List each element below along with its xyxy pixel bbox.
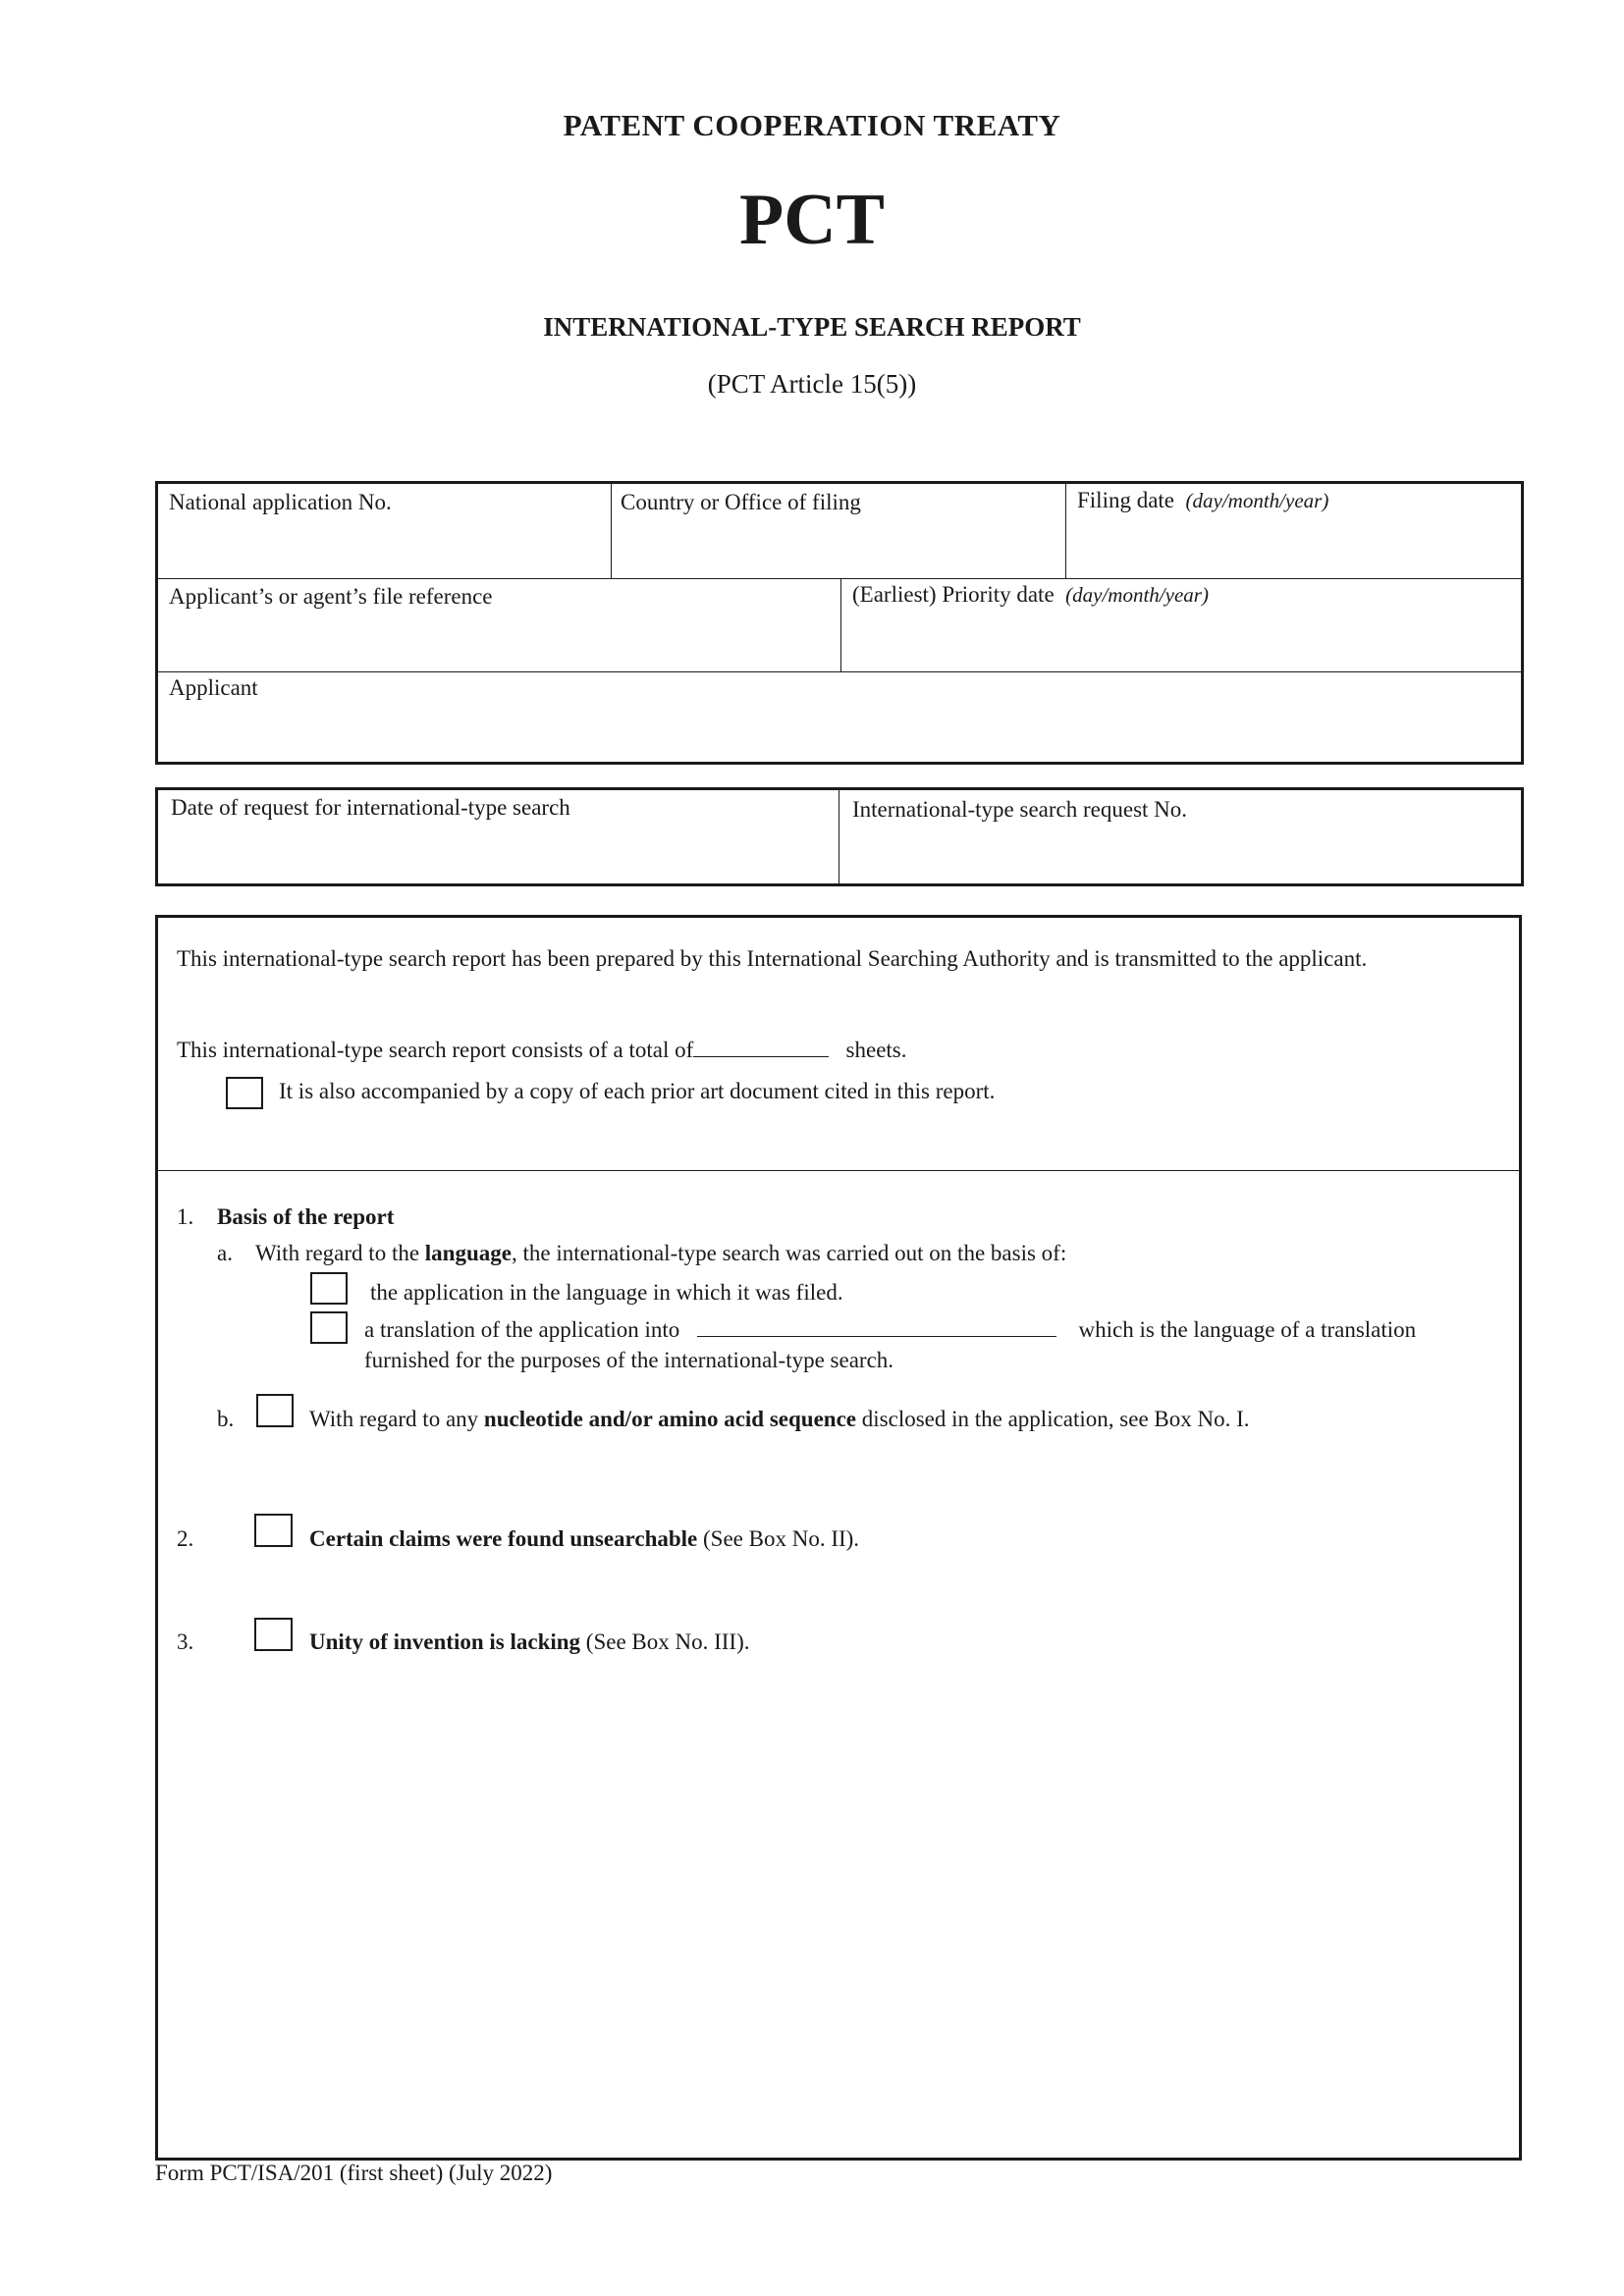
- national-application-no-field[interactable]: [169, 490, 392, 515]
- unity-lacking-heading: Unity of invention is lacking: [309, 1629, 581, 1654]
- sheets-count-field[interactable]: [693, 1037, 829, 1057]
- file-reference-label: Applicant’s or agent’s file reference: [169, 584, 493, 609]
- priority-date-label: (Earliest) Priority date: [852, 582, 1055, 607]
- filing-date-label: Filing date: [1077, 488, 1175, 512]
- unity-lacking-checkbox[interactable]: [254, 1618, 293, 1651]
- applicant-label: Applicant: [169, 675, 258, 700]
- date-of-request-label: Date of request for international-type search: [171, 795, 570, 820]
- filing-date-format: (day/month/year): [1185, 489, 1329, 512]
- item1a-text: [255, 1241, 1066, 1266]
- item1a-suffix: , the international-type search was carried out on the basis of:: [511, 1241, 1067, 1265]
- translation-language-field[interactable]: [697, 1316, 1056, 1337]
- original-language-option: the application in the language in which it was filed.: [370, 1280, 843, 1305]
- request-no-label: International-type search request No.: [852, 797, 1188, 822]
- national-application-no-label: National application No.: [169, 490, 392, 514]
- request-no-field[interactable]: [852, 797, 1187, 823]
- item2-suffix: (See Box No. II).: [703, 1526, 860, 1551]
- article-reference: (PCT Article 15(5)): [707, 369, 917, 399]
- translation-suffix: which is the language of a translation: [1078, 1317, 1417, 1342]
- translation-checkbox[interactable]: [310, 1311, 348, 1344]
- item1a-letter: a.: [217, 1241, 233, 1265]
- country-or-office-field[interactable]: [621, 490, 861, 515]
- application-info-box: [155, 481, 1524, 765]
- sheets-line: [177, 1037, 907, 1063]
- report-title: INTERNATIONAL-TYPE SEARCH REPORT: [543, 312, 1081, 342]
- applicant-field[interactable]: [169, 675, 258, 701]
- accompanied-checkbox[interactable]: [226, 1077, 263, 1109]
- item1-number: 1.: [177, 1204, 194, 1229]
- item2-number: 2.: [177, 1526, 194, 1551]
- divider: [1065, 484, 1066, 578]
- filing-date-field[interactable]: [1077, 488, 1328, 513]
- country-or-office-label: Country or Office of filing: [621, 490, 861, 514]
- sequence-keyword: nucleotide and/or amino acid sequence: [483, 1407, 857, 1431]
- treaty-title: PATENT COOPERATION TREATY: [563, 108, 1061, 142]
- file-reference-field[interactable]: [169, 584, 493, 610]
- basis-of-report-heading: Basis of the report: [217, 1204, 395, 1229]
- item1b-letter: b.: [217, 1407, 235, 1431]
- divider: [611, 484, 612, 578]
- priority-date-field[interactable]: [852, 582, 1209, 608]
- original-language-checkbox[interactable]: [310, 1272, 348, 1305]
- form-footer: Form PCT/ISA/201 (first sheet) (July 2022): [155, 2161, 553, 2185]
- sheets-suffix: sheets.: [845, 1038, 907, 1062]
- language-keyword: language: [424, 1241, 512, 1265]
- accompanied-statement: It is also accompanied by a copy of each prior art document cited in this report.: [279, 1079, 996, 1103]
- prepared-statement: This international-type search report has been prepared by this International Searching Authority and is transmitted to the applicant.: [177, 946, 1368, 971]
- sequence-checkbox[interactable]: [256, 1394, 294, 1427]
- divider: [157, 578, 1522, 579]
- translation-option: [364, 1316, 1416, 1343]
- item1a-prefix: With regard to the: [255, 1241, 420, 1265]
- item1b-text: [309, 1407, 1250, 1432]
- date-of-request-field[interactable]: [171, 795, 570, 821]
- divider: [157, 671, 1522, 672]
- pct-acronym: PCT: [739, 180, 885, 260]
- item1b-prefix: With regard to any: [309, 1407, 479, 1431]
- unsearchable-claims-heading: Certain claims were found unsearchable: [309, 1526, 698, 1551]
- unsearchable-claims-checkbox[interactable]: [254, 1514, 293, 1547]
- item3-suffix: (See Box No. III).: [585, 1629, 750, 1654]
- sheets-prefix: This international-type search report consists of a total of: [177, 1038, 694, 1062]
- item1b-suffix: disclosed in the application, see Box No. I.: [861, 1407, 1250, 1431]
- priority-date-format: (day/month/year): [1065, 583, 1209, 607]
- item3-text: [309, 1629, 750, 1655]
- item2-text: [309, 1526, 859, 1552]
- translation-option-line2: furnished for the purposes of the international-type search.: [364, 1348, 894, 1372]
- item3-number: 3.: [177, 1629, 194, 1654]
- translation-prefix: a translation of the application into: [364, 1317, 680, 1342]
- item1-title: [217, 1204, 394, 1230]
- divider: [157, 1170, 1520, 1171]
- divider: [840, 578, 841, 671]
